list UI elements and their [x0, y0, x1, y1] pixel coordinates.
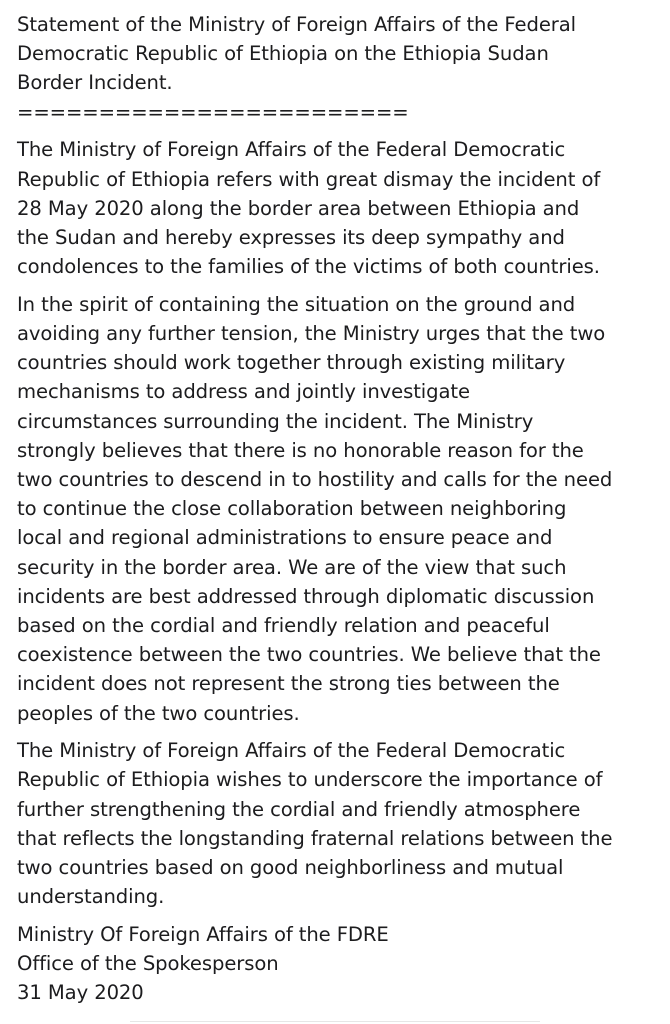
- paragraph-line: two countries to descend in to hostility and calls for the need: [17, 468, 613, 491]
- title-underline: ========================: [17, 100, 409, 124]
- statement-title: [17, 10, 663, 127]
- paragraph-line: mechanisms to address and jointly investigate: [17, 380, 470, 404]
- paragraph-line: condolences to the families of the victims of both countries.: [17, 255, 600, 279]
- paragraph-3: [17, 736, 663, 911]
- paragraph-line: understanding.: [17, 885, 165, 909]
- signature-organization: Ministry Of Foreign Affairs of the FDRE: [17, 923, 389, 946]
- paragraph-line: peoples of the two countries.: [17, 701, 300, 725]
- statement-document: [17, 10, 663, 1008]
- paragraph-line: In the spirit of containing the situation on the ground and: [17, 292, 576, 316]
- paragraph-line: avoiding any further tension, the Ministry urges that the two: [17, 322, 606, 346]
- paragraph-line: strongly believes that there is no honorable reason for the: [17, 438, 584, 462]
- paragraph-line: the Sudan and hereby expresses its deep sympathy and: [17, 225, 565, 249]
- paragraph-2: [17, 290, 663, 728]
- paragraph-line: to continue the close collaboration between neighboring: [17, 497, 567, 521]
- title-line: Democratic Republic of Ethiopia on the Ethiopia Sudan: [17, 42, 549, 66]
- paragraph-1: [17, 135, 663, 281]
- paragraph-line: countries should work together through existing military: [17, 351, 566, 375]
- signature-office: Office of the Spokesperson: [17, 952, 279, 976]
- paragraph-line: local and regional administrations to ensure peace and: [17, 526, 553, 550]
- paragraph-line: based on the cordial and friendly relation and peaceful: [17, 613, 550, 637]
- paragraph-line: two countries based on good neighborliness and mutual: [17, 856, 564, 880]
- paragraph-line: further strengthening the cordial and friendly atmosphere: [17, 797, 581, 821]
- paragraph-line: security in the border area. We are of the view that such: [17, 555, 567, 579]
- paragraph-line: The Ministry of Foreign Affairs of the Federal Democratic: [17, 138, 566, 162]
- bottom-divider: [130, 1021, 540, 1022]
- title-line: Border Incident.: [17, 71, 173, 95]
- signature-block: [17, 920, 663, 1008]
- paragraph-line: The Ministry of Foreign Affairs of the Federal Democratic: [17, 739, 566, 763]
- paragraph-line: incident does not represent the strong ties between the: [17, 672, 560, 696]
- signature-date: 31 May 2020: [17, 981, 144, 1005]
- paragraph-line: that reflects the longstanding fraternal relations between the: [17, 826, 613, 850]
- paragraph-line: Republic of Ethiopia wishes to underscore the importance of: [17, 768, 603, 792]
- paragraph-line: 28 May 2020 along the border area between Ethiopia and: [17, 196, 580, 220]
- title-line: Statement of the Ministry of Foreign Affairs of the Federal: [17, 13, 576, 36]
- paragraph-line: coexistence between the two countries. We believe that the: [17, 643, 601, 667]
- paragraph-line: circumstances surrounding the incident. The Ministry: [17, 409, 534, 433]
- paragraph-line: Republic of Ethiopia refers with great dismay the incident of: [17, 167, 601, 191]
- paragraph-line: incidents are best addressed through diplomatic discussion: [17, 584, 595, 608]
